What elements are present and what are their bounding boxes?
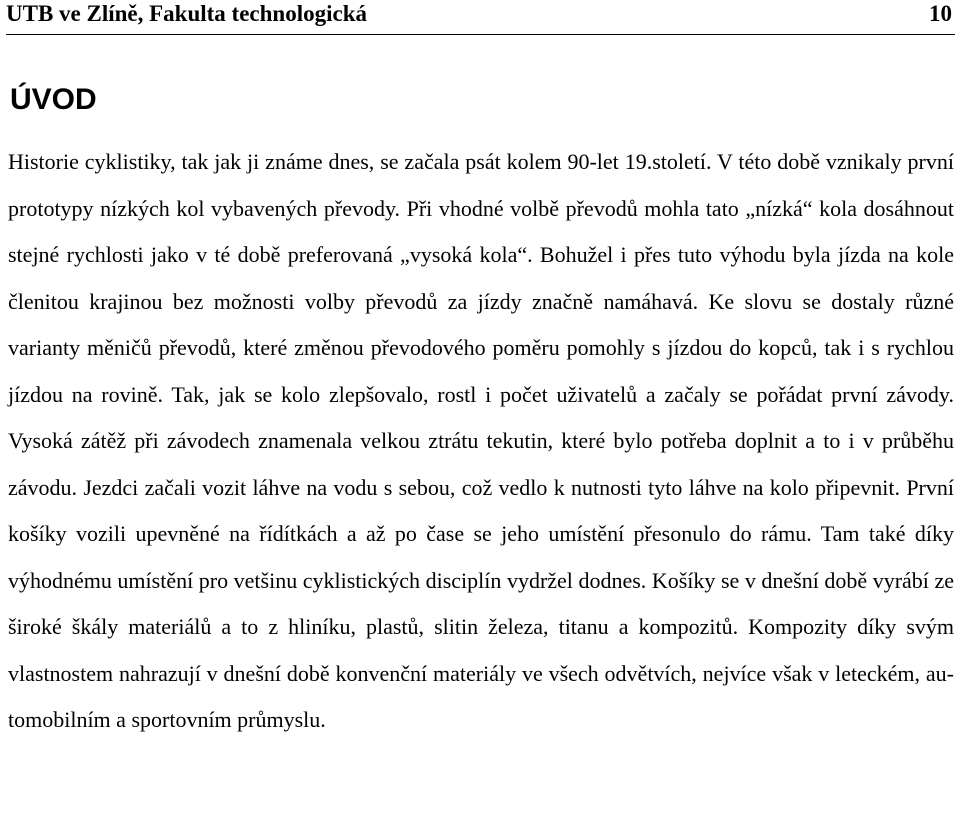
page-header xyxy=(6,0,955,35)
chapter-title: ÚVOD xyxy=(10,83,97,116)
body-paragraph: Historie cyklistiky, tak jak ji známe dnes, se začala psát kolem 90-let 19.století. V této době vznikaly první prototypy nízkých kol vybavených převody. Při vhodné volbě převodů mohla tato „nízká“ kola dosáhnout stejné rychlosti jako v té době preferovaná „vysoká kola“. Bohužel i přes tuto výhodu byla jízda na kole členitou krajinou bez možnosti volby převodů za jízdy značně namáhavá. Ke slovu se dostaly různé varianty měničů převodů, které změnou převodového poměru pomohly s jízdou do kopců, tak i s rychlou jízdou na rovině. Tak, jak se kolo zlepšovalo, rostl i počet uživatelů a začaly se pořádat první závody. Vysoká zátěž při závodech znamenala velkou ztrátu tekutin, které bylo potřeba doplnit a to i v průběhu závodu. Jezdci začali vozit láhve na vodu s sebou, což vedlo k nutnosti tyto láhve na kolo připevnit. První košíky vozili upevněné na řídítkách a až po čase se jeho umístění přesonulo do rámu. Tam také díky výhodnému umístění pro vetšinu cyklistických disciplín vydržel dodnes. Košíky se v dnešní době vyrábí ze široké škály materiálů a to z hliníku, plastů, slitin železa, titanu a kompozitů. Kompozity díky svým vlastnostem nahrazují v dnešní době konvenční materiály ve všech odvětvích, nejvíce však v leteckém, automobilním a sportovním průmyslu. xyxy=(8,149,954,732)
header-institution: UTB ve Zlíně, Fakulta technologická xyxy=(6,1,367,26)
page-number: 10 xyxy=(929,1,952,26)
